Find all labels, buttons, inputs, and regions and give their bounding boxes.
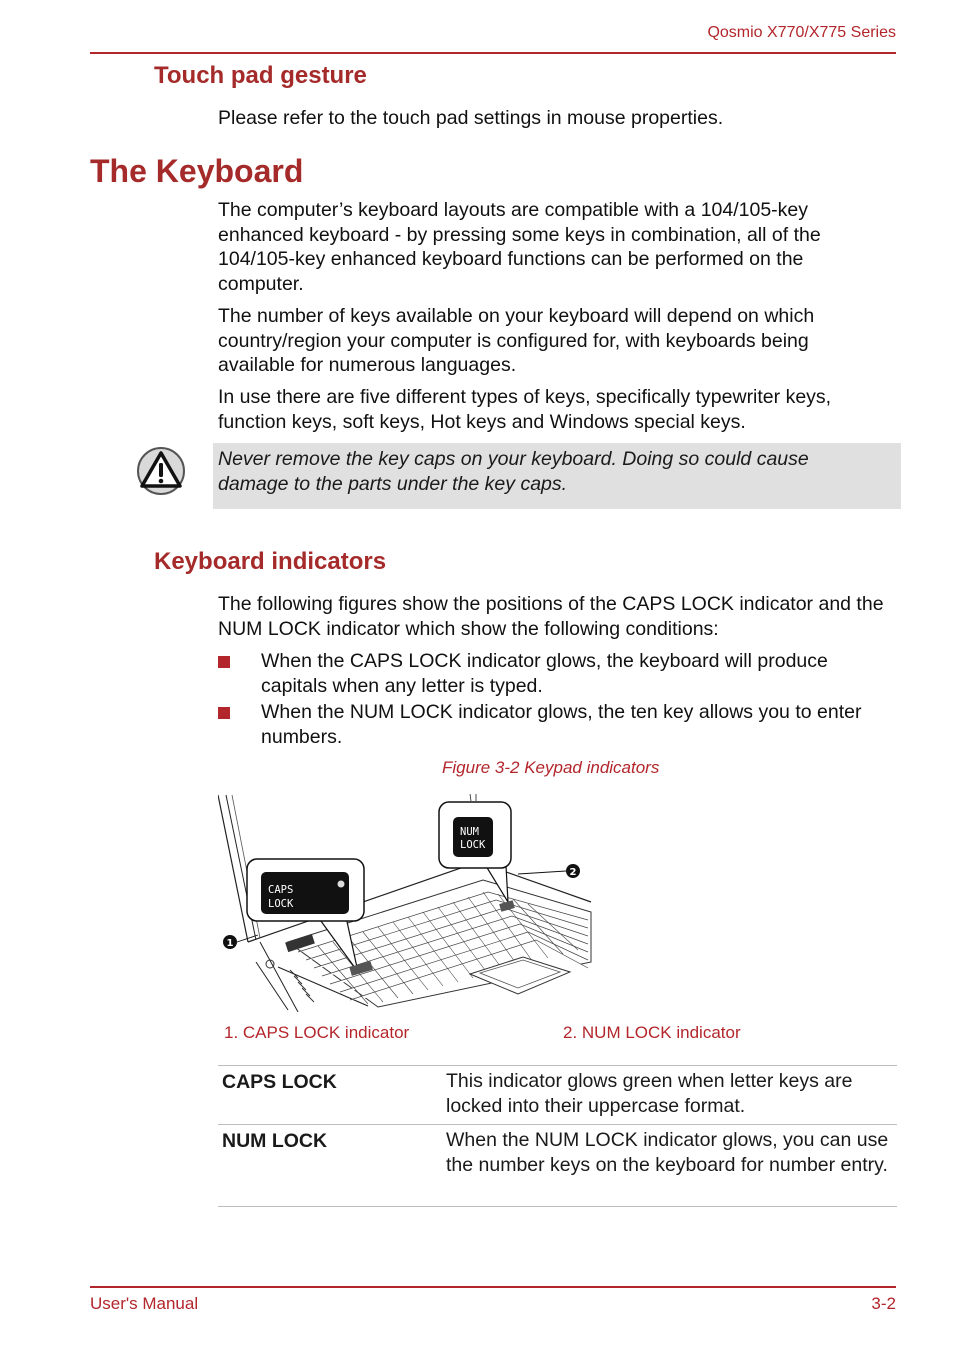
keyboard-para-3: In use there are five different types of keys, specifically typewriter keys, function keys, soft keys, Hot keys and Windows special keys.: [218, 386, 832, 433]
bullet-item-num: When the NUM LOCK indicator glows, the ten key allows you to enter numbers.: [261, 701, 862, 748]
table-top-rule: [218, 1065, 897, 1066]
bullet-marker: [218, 656, 230, 668]
figure-caption: Figure 3-2 Keypad indicators: [442, 758, 660, 777]
section-heading-touchpad: Touch pad gesture: [154, 62, 367, 89]
caution-note-text: Never remove the key caps on your keyboard. Doing so could cause damage to the parts under the key caps.: [218, 448, 809, 495]
legend-caps-lock: 1. CAPS LOCK indicator: [224, 1023, 410, 1042]
bullet-marker: [218, 707, 230, 719]
caps-lock-label-1: CAPS: [268, 884, 294, 896]
table-row-value-caps: This indicator glows green when letter keys are locked into their uppercase format.: [446, 1070, 853, 1117]
table-bottom-rule: [218, 1206, 897, 1207]
caps-lock-label-2: LOCK: [268, 898, 294, 910]
num-lock-label-1: NUM: [460, 826, 479, 838]
num-lock-label-2: LOCK: [460, 839, 486, 851]
header-rule: [90, 52, 896, 54]
table-row-key-caps: CAPS LOCK: [222, 1071, 337, 1093]
bullet-item-caps: When the CAPS LOCK indicator glows, the keyboard will produce capitals when any letter is typed.: [261, 650, 828, 697]
keypad-indicators-figure: [218, 792, 593, 1012]
keyboard-para-2: The number of keys available on your keyboard will depend on which country/region your computer is configured for, with keyboards being available for numerous languages.: [218, 305, 815, 376]
indicators-intro: The following figures show the positions of the CAPS LOCK indicator and the NUM LOCK indicator which show the following conditions:: [218, 593, 884, 640]
section-heading-indicators: Keyboard indicators: [154, 548, 387, 575]
callout-2: 2: [569, 867, 577, 878]
table-row-divider: [218, 1124, 897, 1125]
chapter-heading-keyboard: The Keyboard: [90, 153, 304, 189]
footer-rule: [90, 1286, 896, 1288]
table-row-value-num: When the NUM LOCK indicator glows, you can use the number keys on the keyboard for number entry.: [446, 1129, 889, 1176]
legend-num-lock: 2. NUM LOCK indicator: [563, 1023, 741, 1042]
footer-page-number: 3-2: [871, 1294, 896, 1313]
table-row-key-num: NUM LOCK: [222, 1130, 328, 1152]
footer-manual-title: User's Manual: [90, 1294, 199, 1313]
caution-icon: [136, 446, 186, 496]
touchpad-text: Please refer to the touch pad settings in mouse properties.: [218, 107, 724, 129]
keyboard-para-1: The computer’s keyboard layouts are compatible with a 104/105-key enhanced keyboard - by pressing some keys in combination, all of the 104/105-key enhanced keyboard functions can be performed on the computer.: [218, 199, 821, 295]
running-header: Qosmio X770/X775 Series: [707, 24, 896, 41]
callout-1: 1: [226, 938, 234, 949]
